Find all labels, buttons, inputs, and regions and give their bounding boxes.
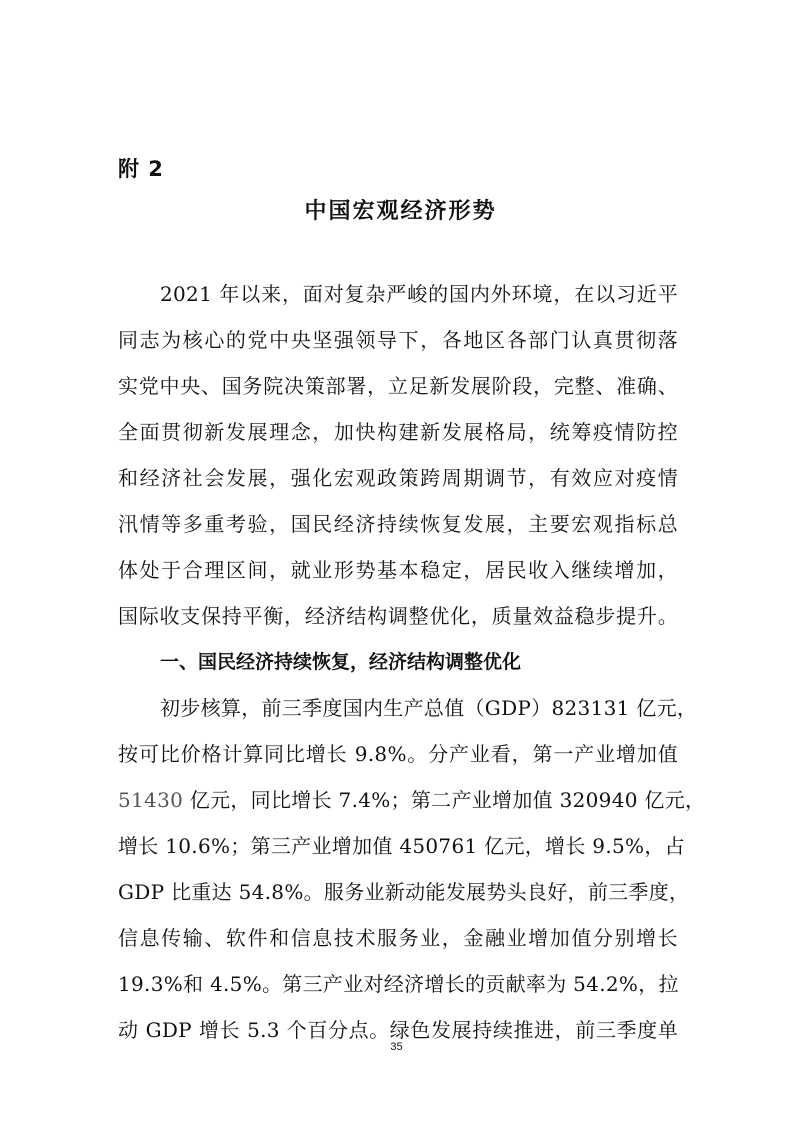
paragraph-line xyxy=(118,786,706,814)
document-title: 中国宏观经济形势 xyxy=(304,199,497,224)
paragraph-line: 和经济社会发展，强化宏观政策跨周期调节，有效应对疫情 xyxy=(118,466,678,490)
paragraph-line: 按可比价格计算同比增长 9.8%。分产业看，第一产业增加值 xyxy=(118,742,678,766)
paragraph-line: 全面贯彻新发展理念，加快构建新发展格局，统筹疫情防控 xyxy=(118,420,678,444)
paragraph-line: 汛情等多重考验，国民经济持续恢复发展，主要宏观指标总 xyxy=(118,512,678,536)
paragraph-line: 初步核算，前三季度国内生产总值（GDP）823131 亿元， xyxy=(160,696,698,720)
paragraph-line: 国际收支保持平衡，经济结构调整优化，质量效益稳步提升。 xyxy=(118,604,678,628)
paragraph-line: 同志为核心的党中央坚强领导下，各地区各部门认真贯彻落 xyxy=(118,328,678,352)
section-heading: 一、国民经济持续恢复，经济结构调整优化 xyxy=(160,651,522,673)
paragraph-line: 动 GDP 增长 5.3 个百分点。绿色发展持续推进，前三季度单 xyxy=(118,1018,678,1042)
paragraph-line: 19.3%和 4.5%。第三产业对经济增长的贡献率为 54.2%，拉 xyxy=(118,972,679,996)
paragraph-line: 信息传输、软件和信息技术服务业，金融业增加值分别增长 xyxy=(118,926,678,950)
paragraph-line-rest: 亿元，同比增长 7.4%；第二产业增加值 320940 亿元， xyxy=(183,788,706,812)
paragraph-line: 体处于合理区间，就业形势基本稳定，居民收入继续增加， xyxy=(118,558,678,582)
paragraph-line: 2021 年以来，面对复杂严峻的国内外环境，在以习近平 xyxy=(160,282,678,306)
paragraph-line: 增长 10.6%；第三产业增加值 450761 亿元，增长 9.5%，占 xyxy=(118,834,685,858)
appendix-label: 附 2 xyxy=(118,157,164,181)
page-number: 35 xyxy=(390,1041,403,1053)
paragraph-line: GDP 比重达 54.8%。服务业新动能发展势头良好，前三季度， xyxy=(118,880,690,904)
primary-industry-value: 51430 xyxy=(118,788,184,812)
paragraph-line: 实党中央、国务院决策部署，立足新发展阶段，完整、准确、 xyxy=(118,374,678,398)
